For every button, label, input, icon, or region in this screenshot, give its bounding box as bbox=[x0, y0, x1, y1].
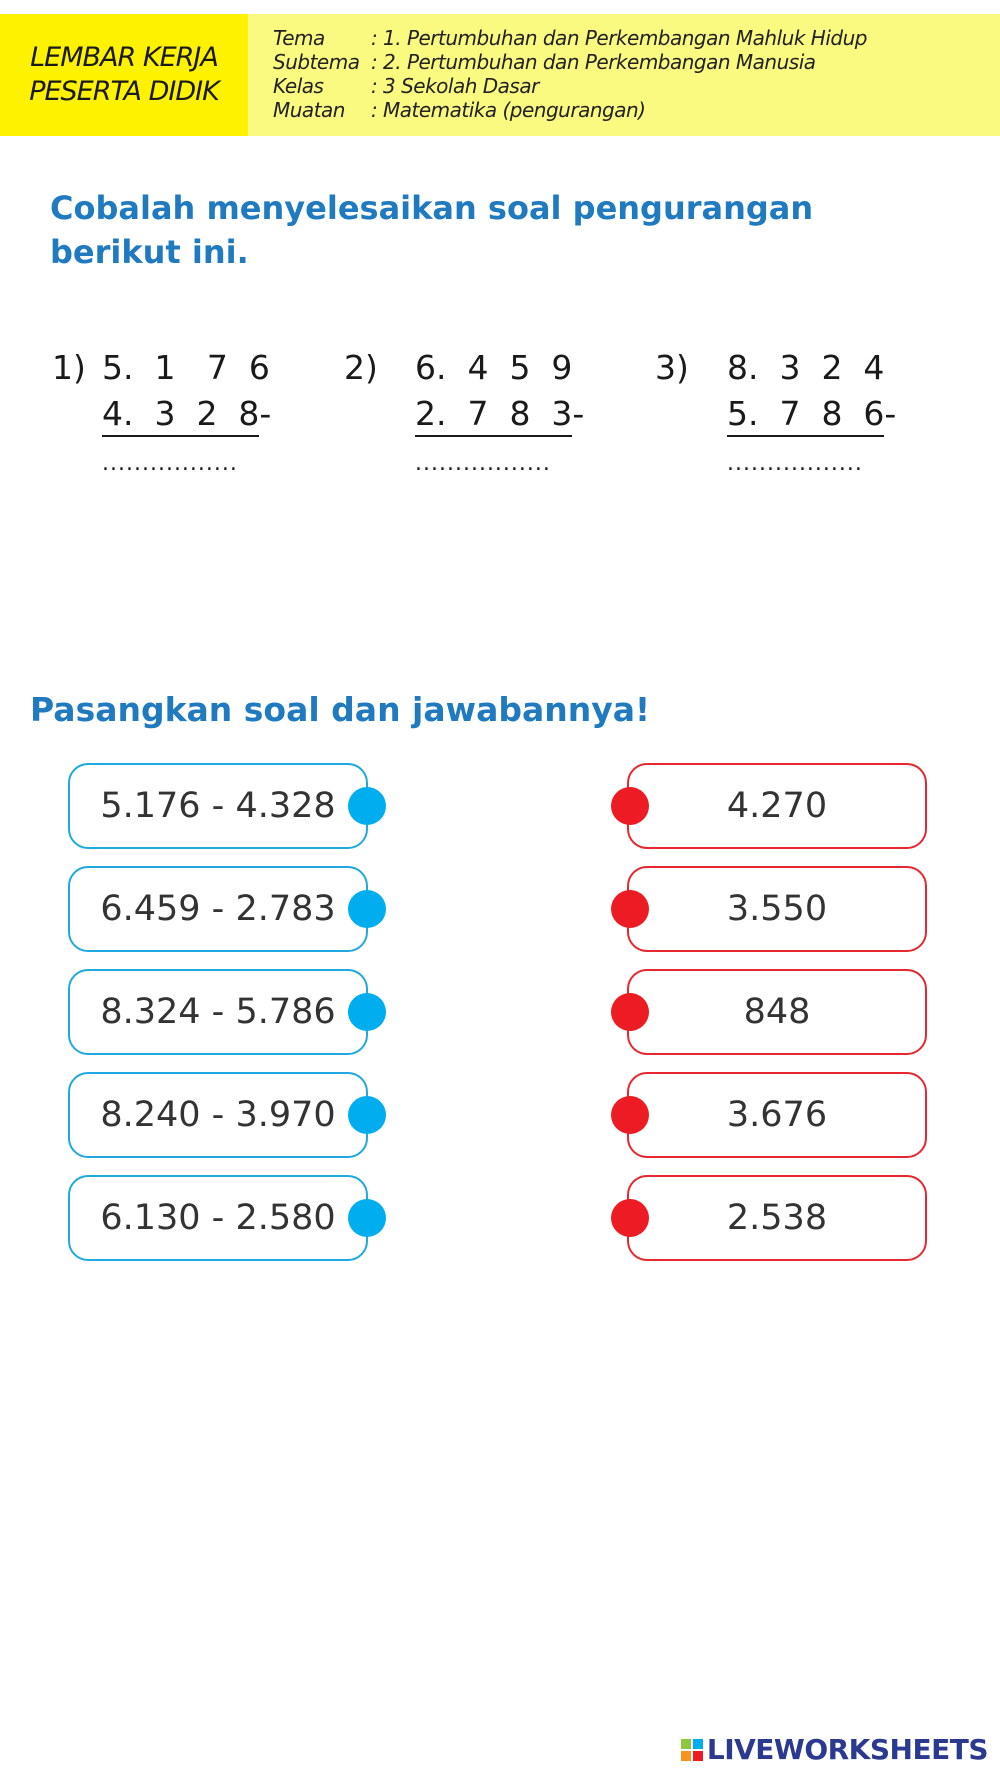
answer-connector-dot[interactable] bbox=[611, 890, 649, 928]
info-sep: : bbox=[371, 50, 378, 74]
answer-card: 3.676 bbox=[627, 1072, 927, 1158]
minuend: 8. 3 2 4 bbox=[727, 348, 885, 387]
minuend: 5. 1 7 6 bbox=[102, 348, 270, 387]
question-card: 5.176 - 4.328 bbox=[68, 763, 368, 849]
logo-square-v bbox=[681, 1751, 691, 1761]
answer-connector-dot[interactable] bbox=[611, 993, 649, 1031]
subtrahend: 2. 7 8 3 bbox=[415, 394, 572, 437]
question-connector-dot[interactable] bbox=[348, 1199, 386, 1237]
info-row-kelas bbox=[248, 74, 1000, 98]
info-label: Muatan bbox=[273, 98, 345, 122]
logo-square-l bbox=[681, 1739, 691, 1749]
minus-sign: - bbox=[572, 394, 585, 433]
info-sep: : bbox=[371, 98, 378, 122]
answer-card: 848 bbox=[627, 969, 927, 1055]
subtrahend: 4. 3 2 8 bbox=[102, 394, 259, 437]
answer-connector-dot[interactable] bbox=[611, 1096, 649, 1134]
section-2-title: Pasangkan soal dan jawabannya! bbox=[30, 690, 651, 729]
brand-name: LIVEWORKSHEETS bbox=[706, 1733, 988, 1766]
question-card: 8.240 - 3.970 bbox=[68, 1072, 368, 1158]
answer-blank[interactable]: ................. bbox=[102, 451, 238, 476]
info-row-muatan bbox=[248, 98, 1000, 122]
info-label: Tema bbox=[273, 26, 325, 50]
answer-card: 3.550 bbox=[627, 866, 927, 952]
answer-connector-dot[interactable] bbox=[611, 787, 649, 825]
liveworksheets-logo-icon bbox=[681, 1739, 703, 1761]
worksheet-info bbox=[248, 14, 1000, 136]
info-value: 1. Pertumbuhan dan Perkembangan Mahluk Hidup bbox=[383, 26, 867, 50]
info-value: Matematika (pengurangan) bbox=[383, 98, 646, 122]
question-card: 8.324 - 5.786 bbox=[68, 969, 368, 1055]
question-card: 6.459 - 2.783 bbox=[68, 866, 368, 952]
info-sep: : bbox=[371, 74, 378, 98]
answer-card: 4.270 bbox=[627, 763, 927, 849]
badge-line-1: LEMBAR KERJA bbox=[30, 42, 218, 73]
problem-number: 3) bbox=[655, 348, 689, 387]
info-label: Kelas bbox=[273, 74, 324, 98]
question-connector-dot[interactable] bbox=[348, 890, 386, 928]
answer-blank[interactable]: ................. bbox=[415, 451, 551, 476]
question-connector-dot[interactable] bbox=[348, 993, 386, 1031]
minus-sign: - bbox=[259, 394, 272, 433]
answer-connector-dot[interactable] bbox=[611, 1199, 649, 1237]
worksheet-badge bbox=[0, 14, 248, 136]
section-1-title: Cobalah menyelesaikan soal pengurangan berikut ini. bbox=[50, 189, 814, 271]
subtrahend: 5. 7 8 6 bbox=[727, 394, 884, 437]
info-value: 3 Sekolah Dasar bbox=[383, 74, 539, 98]
info-sep: : bbox=[371, 26, 378, 50]
info-row-tema bbox=[248, 26, 1000, 50]
logo-square-e bbox=[693, 1751, 703, 1761]
info-label: Subtema bbox=[273, 50, 360, 74]
badge-line-2: PESERTA DIDIK bbox=[29, 76, 219, 107]
subtrahend-line bbox=[727, 391, 896, 437]
worksheet-header bbox=[0, 14, 1000, 136]
question-card: 6.130 - 2.580 bbox=[68, 1175, 368, 1261]
info-row-subtema bbox=[248, 50, 1000, 74]
problem-number: 2) bbox=[344, 348, 378, 387]
minus-sign: - bbox=[884, 394, 897, 433]
info-value: 2. Pertumbuhan dan Perkembangan Manusia bbox=[383, 50, 816, 74]
question-connector-dot[interactable] bbox=[348, 787, 386, 825]
logo-square-i bbox=[693, 1739, 703, 1749]
problem-number: 1) bbox=[52, 348, 86, 387]
minuend: 6. 4 5 9 bbox=[415, 348, 573, 387]
answer-blank[interactable]: ................. bbox=[727, 451, 863, 476]
question-connector-dot[interactable] bbox=[348, 1096, 386, 1134]
liveworksheets-brand bbox=[681, 1733, 988, 1766]
subtrahend-line bbox=[102, 391, 271, 437]
subtrahend-line bbox=[415, 391, 584, 437]
answer-card: 2.538 bbox=[627, 1175, 927, 1261]
